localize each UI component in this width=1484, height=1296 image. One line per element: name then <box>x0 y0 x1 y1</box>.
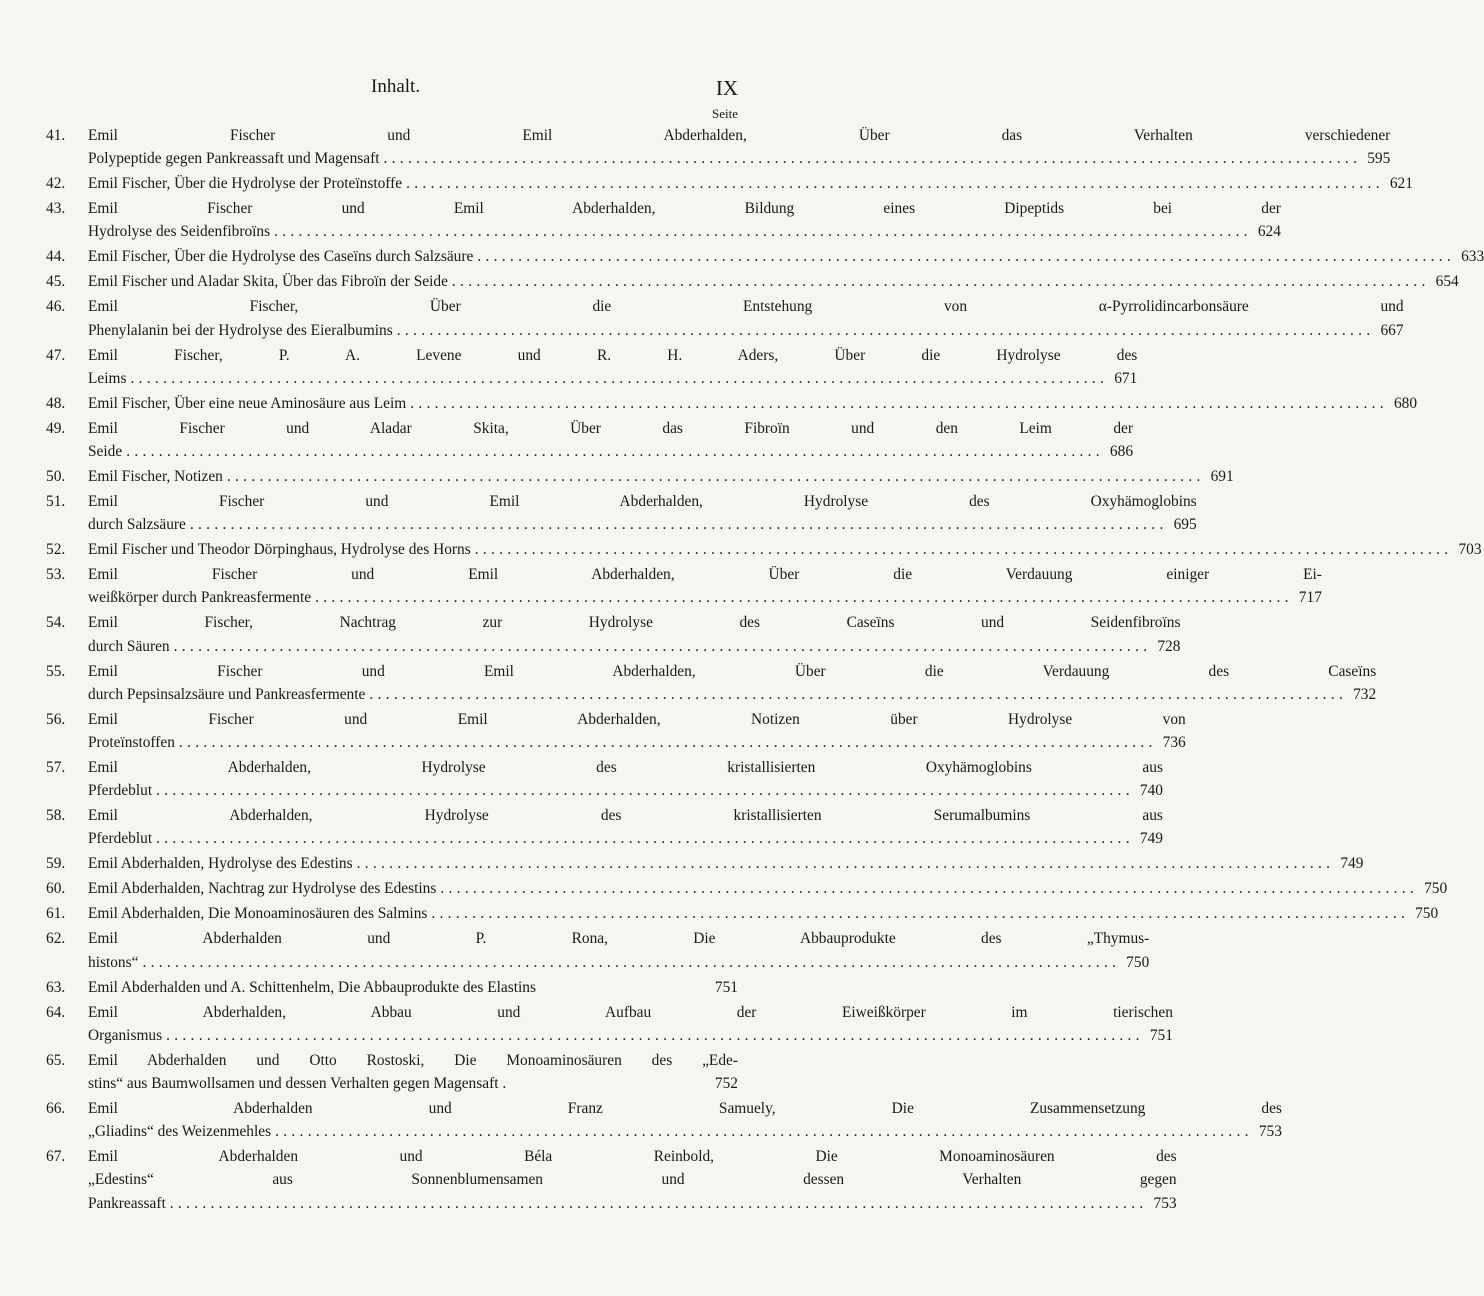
entry-number: 58. <box>46 807 66 825</box>
entry-number: 48. <box>46 394 66 412</box>
entry-number: 56. <box>46 710 66 728</box>
entry-last-line <box>88 827 1163 850</box>
entry-page-number: 703 <box>1458 541 1482 559</box>
entry-title <box>88 392 1417 415</box>
entry-number: 49. <box>46 419 66 437</box>
entry-title-line: Emil Fischer, Notizen <box>88 468 223 486</box>
dot-leader: ........................................................................................................................ <box>410 394 1388 412</box>
entry-last-line <box>88 440 1133 463</box>
dot-leader: ........................................................................................................................ <box>189 516 1168 534</box>
entry-title-line: stins“ aus Baumwollsamen und dessen Verhalten gegen Magensaft . <box>88 1075 507 1093</box>
dot-leader: ........................................................................................................................ <box>356 855 1335 873</box>
entry-last-line <box>88 172 1413 195</box>
entry-title-line: Hydrolyse des Seidenfibroïns <box>88 223 271 241</box>
entry-title <box>88 563 1322 609</box>
entry-page-number: 751 <box>714 978 738 996</box>
dot-leader: ........................................................................................................................ <box>126 443 1104 461</box>
entry-page-number: 717 <box>1298 589 1322 607</box>
entry-number: 63. <box>46 978 66 996</box>
dot-leader: ........................................................................................................................ <box>440 880 1419 898</box>
toc-entry <box>46 124 1391 170</box>
entry-page-number: 691 <box>1210 468 1234 486</box>
entry-page-number: 686 <box>1109 443 1134 461</box>
toc-entry <box>46 490 1197 536</box>
toc-entry <box>46 852 1364 875</box>
entry-title <box>88 708 1186 754</box>
entry-number: 43. <box>46 200 66 218</box>
entry-page-number: 749 <box>1340 855 1364 873</box>
entry-title-line: Emil Fischer und Aladar Skita, Über das Fibroïn der Seide <box>88 273 448 291</box>
toc-entry <box>46 902 1439 925</box>
entry-last-line <box>88 586 1322 609</box>
entry-number: 44. <box>46 248 66 266</box>
entry-page-number: 749 <box>1139 830 1163 848</box>
toc-entry <box>46 344 1138 390</box>
entry-last-line <box>88 513 1197 536</box>
entry-number: 55. <box>46 662 66 680</box>
dot-leader: ........................................................................................................................ <box>474 541 1453 559</box>
entry-page-number: 667 <box>1380 321 1404 339</box>
entry-title <box>88 124 1390 170</box>
toc-entry <box>46 1145 1177 1215</box>
entry-title <box>88 295 1404 341</box>
entry-title-line: durch Pepsinsalzsäure und Pankreasfermente <box>88 685 366 703</box>
entry-title-line: Emil Fischer, Über die Hydrolyse der Proteïnstoffe <box>88 175 403 193</box>
entry-number: 53. <box>46 566 66 584</box>
toc-entry <box>46 660 1377 706</box>
entry-page-number: 752 <box>714 1075 738 1093</box>
entry-title <box>88 611 1180 657</box>
toc-entry <box>46 804 1163 850</box>
dot-leader: ........................................................................................................................ <box>406 175 1384 193</box>
toc-entry <box>46 417 1134 463</box>
entry-title-line: Emil Fischer und Emil Abderhalden, Notizen über Hydrolyse von <box>88 710 1186 728</box>
toc-entry <box>46 197 1281 243</box>
entry-title <box>88 270 1459 293</box>
entry-page-number: 680 <box>1393 394 1418 412</box>
entry-last-line <box>88 1120 1282 1143</box>
entry-number: 50. <box>46 468 66 486</box>
entry-title <box>88 852 1363 875</box>
entry-title-line: Polypeptide gegen Pankreassaft und Magensaft <box>88 150 380 168</box>
toc-entry <box>46 708 1186 754</box>
entry-number: 47. <box>46 346 66 364</box>
dot-leader: ........................................................................................................................ <box>178 734 1157 752</box>
dot-leader: ........................................................................................................................ <box>477 248 1456 266</box>
entry-title <box>88 490 1197 536</box>
entry-last-line <box>88 852 1363 875</box>
dot-leader: ........................................................................................................................ <box>451 273 1430 291</box>
toc-entry <box>46 538 1482 561</box>
entry-title-line: Emil Fischer, P. A. Levene und R. H. Aders, Über die Hydrolyse des <box>88 346 1138 364</box>
table-of-contents <box>46 124 1484 1217</box>
entry-title <box>88 417 1133 463</box>
toc-entry <box>46 756 1163 802</box>
toc-entry <box>46 295 1404 341</box>
entry-last-line <box>88 1192 1177 1215</box>
entry-title-line: Leims <box>88 369 127 387</box>
entry-number: 45. <box>46 273 66 291</box>
dot-leader: ........................................................................................................................ <box>226 468 1205 486</box>
dot-leader: ........................................................................................................................ <box>156 830 1134 848</box>
dot-leader: ........................................................................................................................ <box>156 782 1134 800</box>
entry-number: 46. <box>46 298 66 316</box>
entry-last-line <box>88 245 1484 268</box>
toc-entry <box>46 976 738 999</box>
page-column-label: Seite <box>712 106 738 121</box>
entry-last-line <box>88 779 1163 802</box>
toc-entry <box>46 270 1459 293</box>
entry-title-line: Pferdeblut <box>88 830 153 848</box>
toc-entry <box>46 245 1484 268</box>
entry-title <box>88 1097 1282 1143</box>
entry-title <box>88 197 1281 243</box>
entry-page-number: 740 <box>1139 782 1163 800</box>
page-number: IX <box>715 76 738 100</box>
entry-number: 52. <box>46 541 66 559</box>
entry-page-number: 695 <box>1173 516 1197 534</box>
entry-title-line: Emil Fischer, Nachtrag zur Hydrolyse des Caseïns und Seidenfibroïns <box>88 614 1181 632</box>
entry-page-number: 671 <box>1114 369 1138 387</box>
dot-leader: ........................................................................................................................ <box>130 369 1109 387</box>
entry-number: 62. <box>46 930 66 948</box>
entry-title-line: Emil Abderhalden und P. Rona, Die Abbauprodukte des „Thymus- <box>88 930 1150 948</box>
entry-title <box>88 927 1149 973</box>
entry-title-line: durch Salzsäure <box>88 516 186 534</box>
entry-last-line <box>88 538 1482 561</box>
entry-title <box>88 1001 1173 1047</box>
entry-title-line: Emil Abderhalden, Nachtrag zur Hydrolyse des Edestins <box>88 880 437 898</box>
entry-number: 61. <box>46 905 66 923</box>
entry-title-line: weißkörper durch Pankreasfermente <box>88 589 312 607</box>
entry-title-line: Emil Fischer und Emil Abderhalden, Über die Verdauung einiger Ei- <box>88 566 1322 584</box>
entry-last-line <box>88 951 1149 974</box>
entry-title-line: Pferdeblut <box>88 782 153 800</box>
entry-page-number: 736 <box>1162 734 1186 752</box>
entry-page-number: 728 <box>1157 637 1181 655</box>
entry-title-line: Emil Fischer, Über eine neue Aminosäure aus Leim <box>88 394 407 412</box>
entry-title <box>88 1145 1177 1215</box>
dot-leader: ........................................................................................................................ <box>274 223 1252 241</box>
entry-number: 67. <box>46 1148 66 1166</box>
dot-leader: ........................................................................................................................ <box>166 1026 1144 1044</box>
entry-title <box>88 976 738 999</box>
toc-entry <box>46 927 1150 973</box>
entry-last-line <box>88 465 1234 488</box>
entry-last-line <box>88 976 738 999</box>
entry-last-line <box>88 367 1137 390</box>
entry-number: 65. <box>46 1051 66 1069</box>
entry-page-number: 750 <box>1424 880 1448 898</box>
entry-page-number: 751 <box>1149 1026 1173 1044</box>
entry-title-line: „Gliadins“ des Weizenmehles <box>88 1123 272 1141</box>
entry-page-number: 753 <box>1258 1123 1282 1141</box>
entry-title <box>88 344 1137 390</box>
entry-title-line: Emil Abderhalden und Otto Rostoski, Die Monoaminosäuren des „Ede- <box>88 1051 738 1069</box>
entry-title-line: Emil Abderhalden, Hydrolyse des Edestins <box>88 855 353 873</box>
dot-leader: ........................................................................................................................ <box>396 321 1375 339</box>
running-head <box>0 76 800 102</box>
entry-last-line <box>88 392 1417 415</box>
entry-title <box>88 172 1413 195</box>
entry-title-line: Seide <box>88 443 123 461</box>
dot-leader: ........................................................................................................................ <box>315 589 1293 607</box>
toc-entry <box>46 1097 1282 1143</box>
entry-title-line: Emil Abderhalden, Die Monoaminosäuren des Salmins <box>88 905 428 923</box>
dot-leader: ........................................................................................................................ <box>173 637 1152 655</box>
entry-title-line: Emil Fischer und Theodor Dörpinghaus, Hydrolyse des Horns <box>88 541 471 559</box>
entry-page-number: 750 <box>1415 905 1439 923</box>
entry-page-number: 595 <box>1367 150 1391 168</box>
entry-title-line: Emil Fischer und Emil Abderhalden, Hydrolyse des Oxyhämoglobins <box>88 493 1197 511</box>
entry-title-line: Emil Fischer und Aladar Skita, Über das Fibroïn und den Leim der <box>88 419 1134 437</box>
dot-leader: ........................................................................................................................ <box>142 953 1121 971</box>
toc-entry <box>46 172 1413 195</box>
entry-number: 59. <box>46 855 66 873</box>
entry-title-line: Pankreassaft <box>88 1194 166 1212</box>
entry-title-line: „Edestins“ aus Sonnenblumensamen und dessen Verhalten gegen <box>88 1171 1177 1189</box>
entry-title-line: Emil Abderhalden und Franz Samuely, Die Zusammensetzung des <box>88 1100 1282 1118</box>
entry-title-line: Emil Abderhalden, Hydrolyse des kristallisierten Serumalbumins aus <box>88 807 1163 825</box>
entry-title <box>88 1049 738 1095</box>
toc-entry <box>46 465 1234 488</box>
entry-last-line <box>88 147 1390 170</box>
entry-page-number: 654 <box>1435 273 1459 291</box>
entry-title <box>88 538 1482 561</box>
toc-entry <box>46 1049 738 1095</box>
entry-last-line <box>88 220 1281 243</box>
entry-title <box>88 902 1438 925</box>
entry-number: 54. <box>46 614 66 632</box>
dot-leader: ........................................................................................................................ <box>383 150 1362 168</box>
entry-page-number: 750 <box>1126 953 1150 971</box>
entry-title-line: Emil Fischer, Über die Entstehung von α-Pyrrolidincarbonsäure und <box>88 298 1404 316</box>
entry-number: 57. <box>46 759 66 777</box>
entry-title-line: Emil Fischer und Emil Abderhalden, Über das Verhalten verschiedener <box>88 127 1391 144</box>
entry-title-line: Emil Abderhalden, Hydrolyse des kristallisierten Oxyhämoglobins aus <box>88 759 1163 777</box>
running-head-title: Inhalt. <box>371 76 421 97</box>
entry-title-line: Emil Abderhalden und Béla Reinbold, Die Monoaminosäuren des <box>88 1148 1177 1166</box>
entry-number: 60. <box>46 880 66 898</box>
entry-title <box>88 245 1484 268</box>
entry-last-line <box>88 319 1404 342</box>
dot-leader: ........................................................................................................................ <box>169 1194 1148 1212</box>
entry-page-number: 621 <box>1389 175 1413 193</box>
entry-title-line: histons“ <box>88 953 139 971</box>
entry-page-number: 633 <box>1461 248 1484 266</box>
entry-last-line <box>88 877 1447 900</box>
entry-last-line <box>88 270 1459 293</box>
entry-number: 42. <box>46 175 66 193</box>
entry-title <box>88 756 1163 802</box>
entry-page-number: 732 <box>1353 685 1377 703</box>
entry-last-line <box>88 683 1376 706</box>
entry-title <box>88 877 1447 900</box>
toc-entry <box>46 1001 1173 1047</box>
entry-title-line: Emil Fischer und Emil Abderhalden, Über die Verdauung des Caseïns <box>88 662 1377 680</box>
toc-entry <box>46 877 1448 900</box>
entry-last-line <box>88 731 1186 754</box>
entry-title <box>88 465 1234 488</box>
entry-number: 66. <box>46 1100 66 1118</box>
entry-title-line: Organismus <box>88 1026 163 1044</box>
entry-number: 51. <box>46 493 66 511</box>
entry-title-line: Proteïnstoffen <box>88 734 175 752</box>
entry-last-line <box>88 1024 1173 1047</box>
entry-title-line: durch Säuren <box>88 637 170 655</box>
entry-title-line: Emil Abderhalden und A. Schittenhelm, Die Abbauprodukte des Elastins <box>88 978 536 996</box>
entry-title-line: Emil Fischer, Über die Hydrolyse des Caseïns durch Salzsäure <box>88 248 474 266</box>
entry-last-line <box>88 1072 738 1095</box>
entry-title-line: Phenylalanin bei der Hydrolyse des Eieralbumins <box>88 321 393 339</box>
entry-number: 41. <box>46 127 66 144</box>
dot-leader: ........................................................................................................................ <box>369 685 1348 703</box>
toc-entry <box>46 563 1322 609</box>
toc-entry <box>46 392 1418 415</box>
entry-number: 64. <box>46 1003 66 1021</box>
dot-leader: ........................................................................................................................ <box>431 905 1410 923</box>
entry-title-line: Emil Abderhalden, Abbau und Aufbau der Eiweißkörper im tierischen <box>88 1003 1173 1021</box>
entry-page-number: 753 <box>1153 1194 1177 1212</box>
entry-title-line: Emil Fischer und Emil Abderhalden, Bildung eines Dipeptids bei der <box>88 200 1281 218</box>
toc-entry <box>46 611 1181 657</box>
entry-page-number: 624 <box>1257 223 1281 241</box>
entry-title <box>88 660 1376 706</box>
entry-last-line <box>88 902 1438 925</box>
entry-title <box>88 804 1163 850</box>
entry-last-line <box>88 635 1180 658</box>
dot-leader: ........................................................................................................................ <box>275 1123 1253 1141</box>
